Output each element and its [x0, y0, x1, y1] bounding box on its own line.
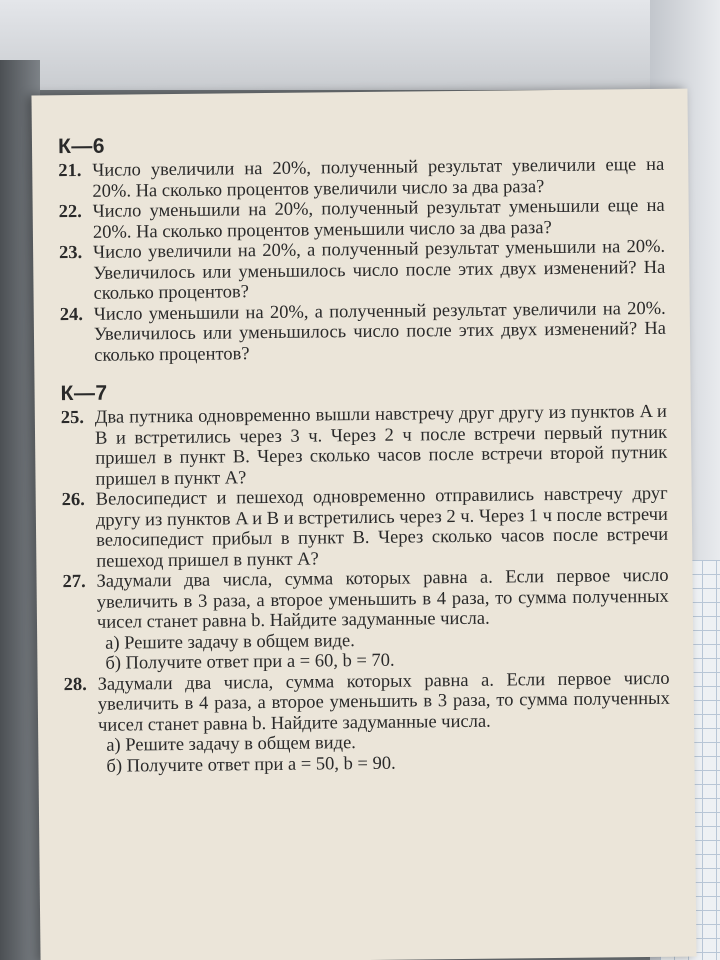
desk-background-top: [0, 0, 720, 90]
subtask-a: а) Решите задачу в общем виде.: [105, 630, 355, 654]
problem-body: [96, 566, 669, 674]
problem-text: Велосипедист и пешеход одновременно отправились навстречу друг другу из пунктов A и B и встретились через 2 ч. Через 1 ч после встречи велосипедист прибыл в пункт B. Через сколько часов после встречи пешеход пришел в пункт A?: [95, 483, 669, 572]
problem-23: [59, 237, 666, 305]
problem-22: [59, 196, 665, 243]
problem-number: 26.: [61, 489, 85, 511]
problem-number: 28.: [63, 674, 87, 695]
problem-text: Число увеличили на 20%, а полученный результат уменьшили на 20%. Увеличилось или уменьшилось число после этих двух изменений? На сколько процентов?: [93, 236, 666, 304]
problem-number: 24.: [59, 304, 83, 325]
problem-text: Задумали два числа, сумма которых равна a. Если первое число увеличить в 4 раза, а второе уменьшить в 3 раза, то сумма полученных чисел станет равна b. Найдите задуманные числа.: [97, 668, 670, 736]
problem-number: 21.: [58, 160, 82, 182]
problem-21: [58, 155, 664, 202]
section-title-k7: К—7: [60, 381, 108, 406]
problem-number: 27.: [62, 571, 86, 593]
problem-text: Число увеличили на 20%, полученный результат увеличили еще на 20%. На сколько процентов увеличили число за два раза?: [92, 154, 665, 202]
problem-text: Число уменьшили на 20%, полученный результат уменьшили еще на 20%. На сколько процентов уменьшили число за два раза?: [92, 195, 665, 243]
problem-24: [60, 298, 667, 366]
problem-number: 22.: [58, 201, 82, 223]
page-content: [58, 129, 671, 777]
section-title-k6: К—6: [57, 134, 106, 159]
problem-body: [98, 668, 671, 776]
subtask-b: б) Получите ответ при a = 60, b = 70.: [105, 650, 395, 674]
problem-number: 23.: [59, 242, 83, 264]
subtask-a: а) Решите задачу в общем виде.: [106, 733, 356, 756]
book-page: [31, 89, 696, 960]
problem-text: Два путника одновременно вышли навстречу друг другу из пунктов A и B и встретились через 3 ч. Через 2 ч после встречи первый путник пришел в пункт B. Через сколько часов после встречи второй путник пришел в пункт A?: [94, 401, 668, 490]
problem-26: [62, 484, 669, 572]
problem-number: 25.: [60, 407, 85, 429]
problem-text: Число уменьшили на 20%, а полученный результат увеличили на 20%. Увеличилось или уменьшилось число после этих двух изменений? На сколько процентов?: [93, 298, 667, 366]
problem-text: Задумали два числа, сумма которых равна a. Если первое число увеличить в 3 раза, а второе уменьшить в 4 раза, то сумма полученных чисел станет равна b. Найдите задуманные числа.: [96, 565, 669, 633]
problem-27: [62, 566, 669, 675]
problem-28: [64, 668, 671, 777]
subtask-b: б) Получите ответ при a = 50, b = 90.: [106, 753, 396, 777]
problem-25: [61, 402, 668, 490]
